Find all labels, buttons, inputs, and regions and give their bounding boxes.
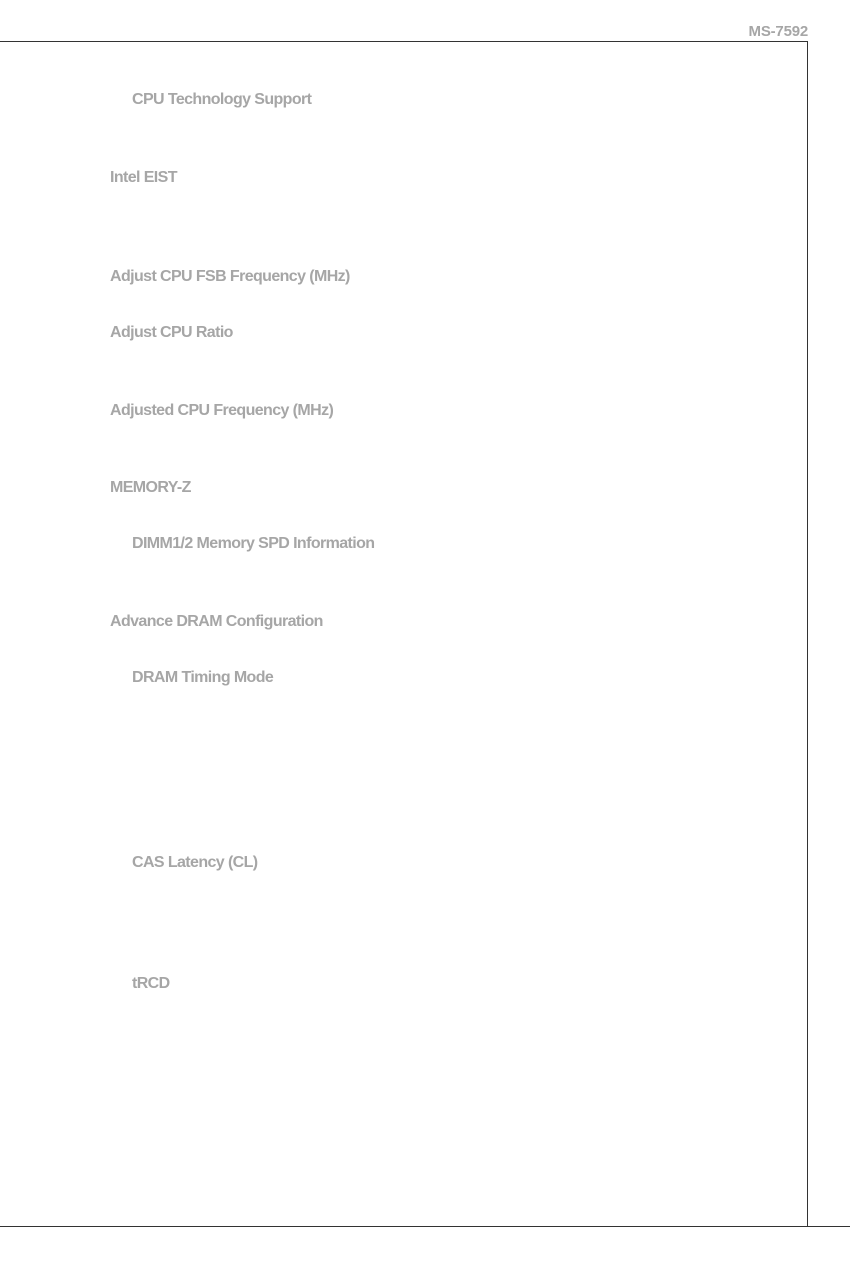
setting-intel-eist: Intel EIST (110, 169, 177, 186)
header-divider (0, 41, 807, 42)
model-number: MS-7592 (748, 23, 808, 40)
footer-divider (0, 1226, 850, 1227)
setting-dimm-memory-spd-information: DIMM1/2 Memory SPD Information (132, 535, 375, 552)
setting-trcd: tRCD (132, 975, 170, 992)
setting-adjusted-cpu-frequency: Adjusted CPU Frequency (MHz) (110, 402, 334, 419)
setting-adjust-cpu-ratio: Adjust CPU Ratio (110, 324, 233, 341)
page-border-right (807, 41, 808, 1227)
setting-memory-z: MEMORY-Z (110, 479, 191, 496)
setting-cpu-technology-support: CPU Technology Support (132, 91, 312, 108)
setting-cas-latency: CAS Latency (CL) (132, 854, 258, 871)
setting-dram-timing-mode: DRAM Timing Mode (132, 669, 274, 686)
setting-advance-dram-configuration: Advance DRAM Configuration (110, 613, 323, 630)
setting-adjust-cpu-fsb-frequency: Adjust CPU FSB Frequency (MHz) (110, 268, 350, 285)
